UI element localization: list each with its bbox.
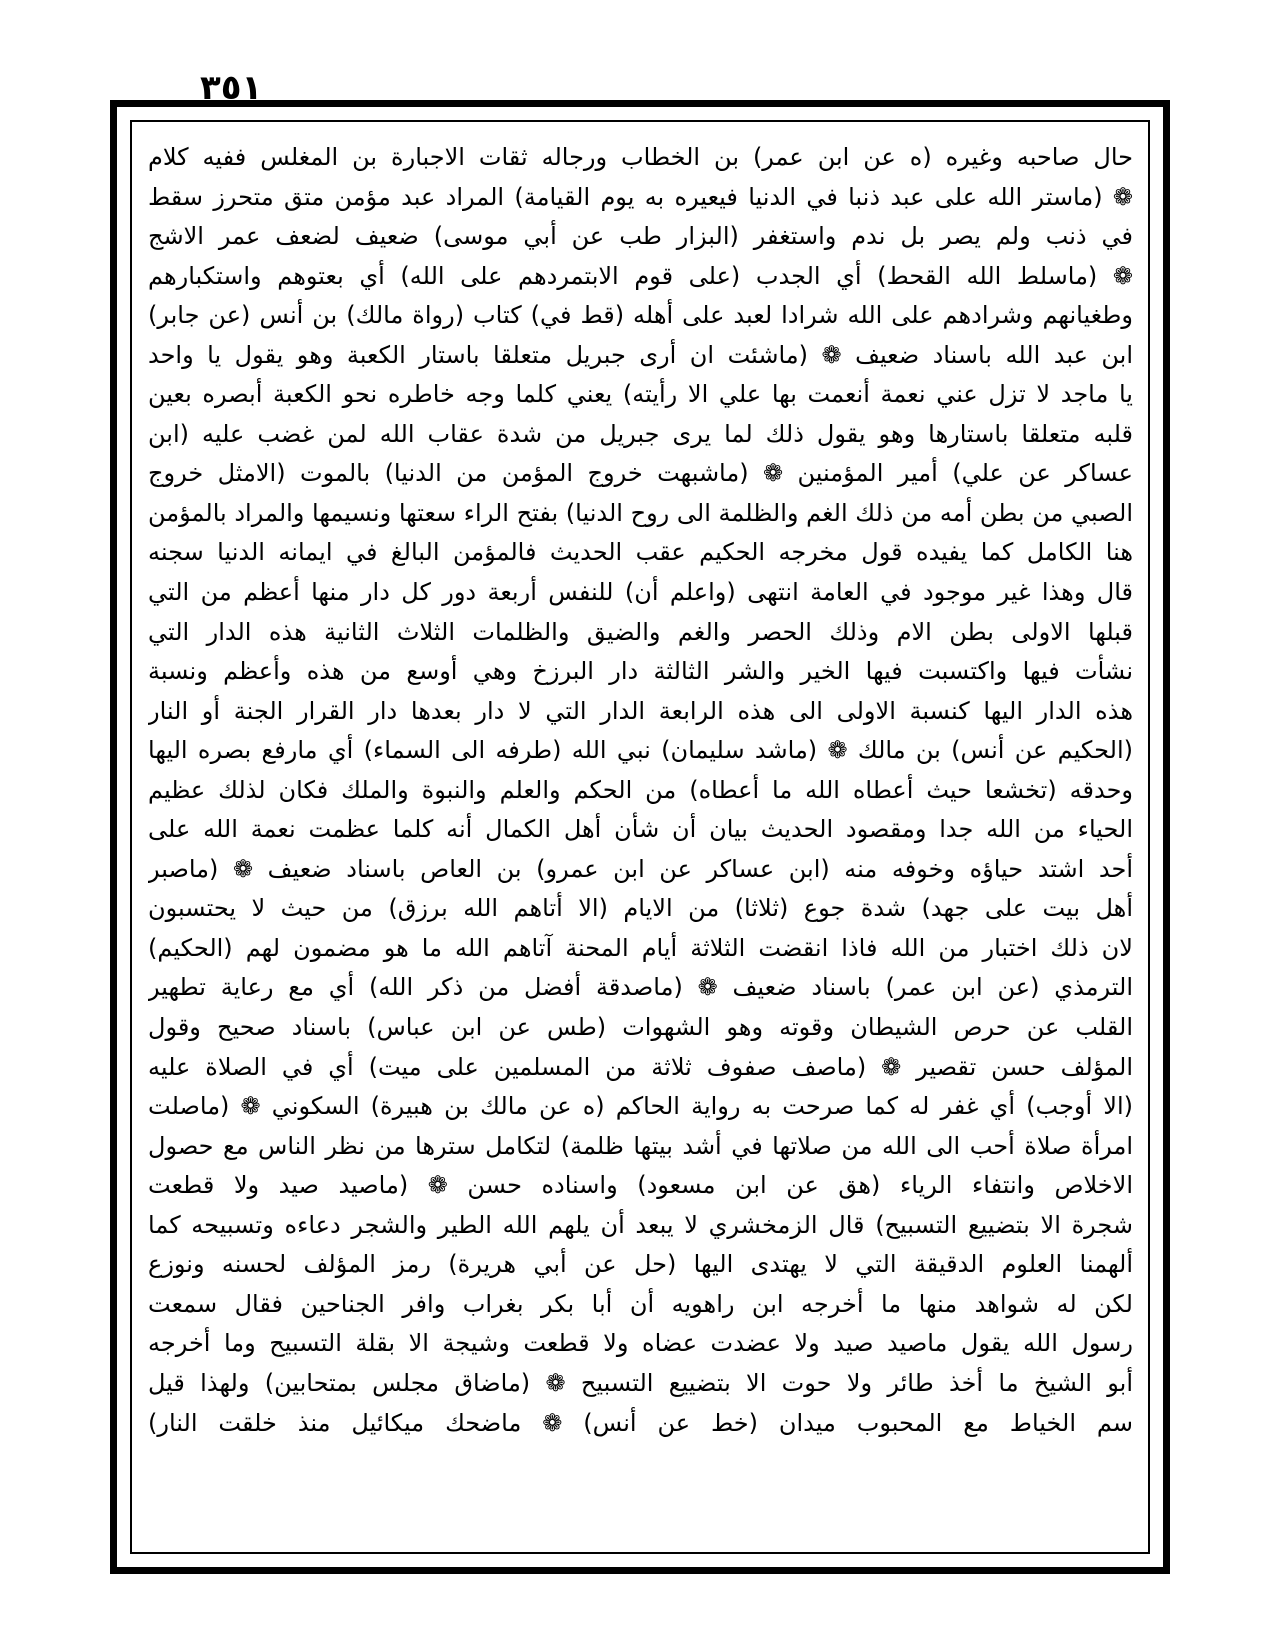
text-line: قال وهذا غير موجود في العامة انتهى (واعلم أن) للنفس أربعة دور كل دار منها أعظم من التي: [148, 578, 1133, 607]
text-line: المؤلف حسن تقصير ❁ (ماصف صفوف ثلاثة من المسلمين على ميت) أي في الصلاة عليه: [148, 1052, 1133, 1081]
text-line: لكن له شواهد منها ما أخرجه ابن راهويه أن أبا بكر بغراب وافر الجناحين فقال سمعت: [148, 1289, 1133, 1318]
text-line: يا ماجد لا تزل عني نعمة أنعمت بها علي الا رأيته) يعني كلما وجه خاطره نحو الكعبة أبصره بعين: [148, 380, 1133, 409]
text-line: لان ذلك اختبار من الله فاذا انقضت الثلاثة أيام المحنة آتاهم الله ما هو مضمون لهم (الحكيم): [148, 933, 1133, 962]
page-number: ٣٥١: [200, 68, 263, 108]
text-line: عساكر عن علي) أمير المؤمنين ❁ (ماشبهت خروج المؤمن من الدنيا) بالموت (الامثل خروج: [148, 459, 1133, 488]
text-line: الترمذي (عن ابن عمر) باسناد ضعيف ❁ (ماصدقة أفضل من ذكر الله) أي مع رعاية تطهير: [148, 973, 1133, 1002]
text-line: سم الخياط مع المحبوب ميدان (خط عن أنس) ❁ ماضحك ميكائيل منذ خلقت النار): [148, 1408, 1133, 1437]
text-line: شجرة الا بتضييع التسبيح) قال الزمخشري لا يبعد أن يلهم الله الطير والشجر دعاءه وتسبيحه كما: [148, 1210, 1133, 1239]
text-line: في ذنب ولم يصر بل ندم واستغفر (البزار طب عن أبي موسى) ضعيف لضعف عمر الاشج: [148, 222, 1133, 251]
body-text: [148, 138, 1133, 1538]
text-line: (الا أوجب) أي غفر له كما صرحت به رواية الحاكم (ه عن مالك بن هبيرة) السكوني ❁ (ماصلت: [148, 1092, 1133, 1121]
text-line: ابن عبد الله باسناد ضعيف ❁ (ماشئت ان أرى جبريل متعلقا باستار الكعبة وهو يقول يا واحد: [148, 340, 1133, 369]
text-line: حال صاحبه وغيره (ه عن ابن عمر) بن الخطاب ورجاله ثقات الاجبارة بن المغلس ففيه كلام: [148, 143, 1133, 171]
text-line: الصبي من بطن أمه من ذلك الغم والظلمة الى روح الدنيا) بفتح الراء سعتها ونسيمها والمراد بالمؤمن: [148, 498, 1133, 527]
text-line: هنا الكامل كما يفيده قول مخرجه الحكيم عقب الحديث فالمؤمن البالغ في ايمانه الدنيا سجنه: [148, 538, 1133, 567]
text-line: الاخلاص وانتفاء الرياء (هق عن ابن مسعود) واسناده حسن ❁ (ماصيد صيد ولا قطعت: [148, 1171, 1133, 1200]
text-line: أحد اشتد حياؤه وخوفه منه (ابن عساكر عن ابن عمرو) بن العاص باسناد ضعيف ❁ (ماصبر: [148, 854, 1133, 883]
text-line: أبو الشيخ ما أخذ طائر ولا حوت الا بتضييع التسبيح ❁ (ماضاق مجلس بمتحابين) ولهذا قيل: [148, 1368, 1133, 1397]
text-line: (الحكيم عن أنس) بن مالك ❁ (ماشد سليمان) نبي الله (طرفه الى السماء) أي مارفع بصره اليها: [148, 736, 1133, 765]
text-line: القلب عن حرص الشيطان وقوته وهو الشهوات (طس عن ابن عباس) باسناد صحيح وقول: [148, 1013, 1133, 1042]
text-line: ❁ (ماستر الله على عبد ذنبا في الدنيا فيعيره به يوم القيامة) المراد عبد مؤمن متق متحرز سقط: [148, 182, 1133, 211]
text-line: ❁ (ماسلط الله القحط) أي الجدب (على قوم الابتمردهم على الله) أي بعتوهم واستكبارهم: [148, 261, 1133, 290]
text-line: رسول الله يقول ماصيد صيد ولا عضدت عضاه ولا قطعت وشيجة الا بقلة التسبيح وما أخرجه: [148, 1329, 1133, 1358]
text-line: امرأة صلاة أحب الى الله من صلاتها في أشد بيتها ظلمة) لتكامل سترها من نظر الناس مع حصول: [148, 1131, 1133, 1160]
text-line: ألهمنا العلوم الدقيقة التي لا يهتدى اليها (حل عن أبي هريرة) رمز المؤلف لحسنه ونوزع: [148, 1250, 1133, 1279]
text-line: قبلها الاولى بطن الام وذلك الحصر والغم والضيق والظلمات الثلاث الثانية هذه الدار التي: [148, 617, 1133, 646]
text-line: وحدقه (تخشعا حيث أعطاه الله ما أعطاه) من الحكم والعلم والنبوة والملك فكان لذلك عظيم: [148, 775, 1133, 804]
text-line: أهل بيت على جهد) شدة جوع (ثلاثا) من الايام (الا أتاهم الله برزق) من حيث لا يحتسبون: [148, 894, 1133, 923]
text-line: نشأت فيها واكتسبت فيها الخير والشر الثالثة دار البرزخ وهي أوسع من هذه وأعظم ونسبة: [148, 657, 1133, 686]
text-line: وطغيانهم وشرادهم على الله شرادا لعبد على أهله (قط في) كتاب (رواة مالك) بن أنس (عن جابر): [148, 301, 1133, 330]
text-line: الحياء من الله جدا ومقصود الحديث بيان أن شأن أهل الكمال أنه كلما عظمت نعمة الله على: [148, 815, 1133, 844]
text-line: قلبه متعلقا باستارها وهو يقول ذلك لما يرى جبريل من شدة عقاب الله لمن غضب عليه (ابن: [148, 419, 1133, 448]
text-line: هذه الدار اليها كنسبة الاولى الى هذه الرابعة الدار التي لا دار بعدها دار القرار الجنة أو النار: [148, 696, 1133, 725]
